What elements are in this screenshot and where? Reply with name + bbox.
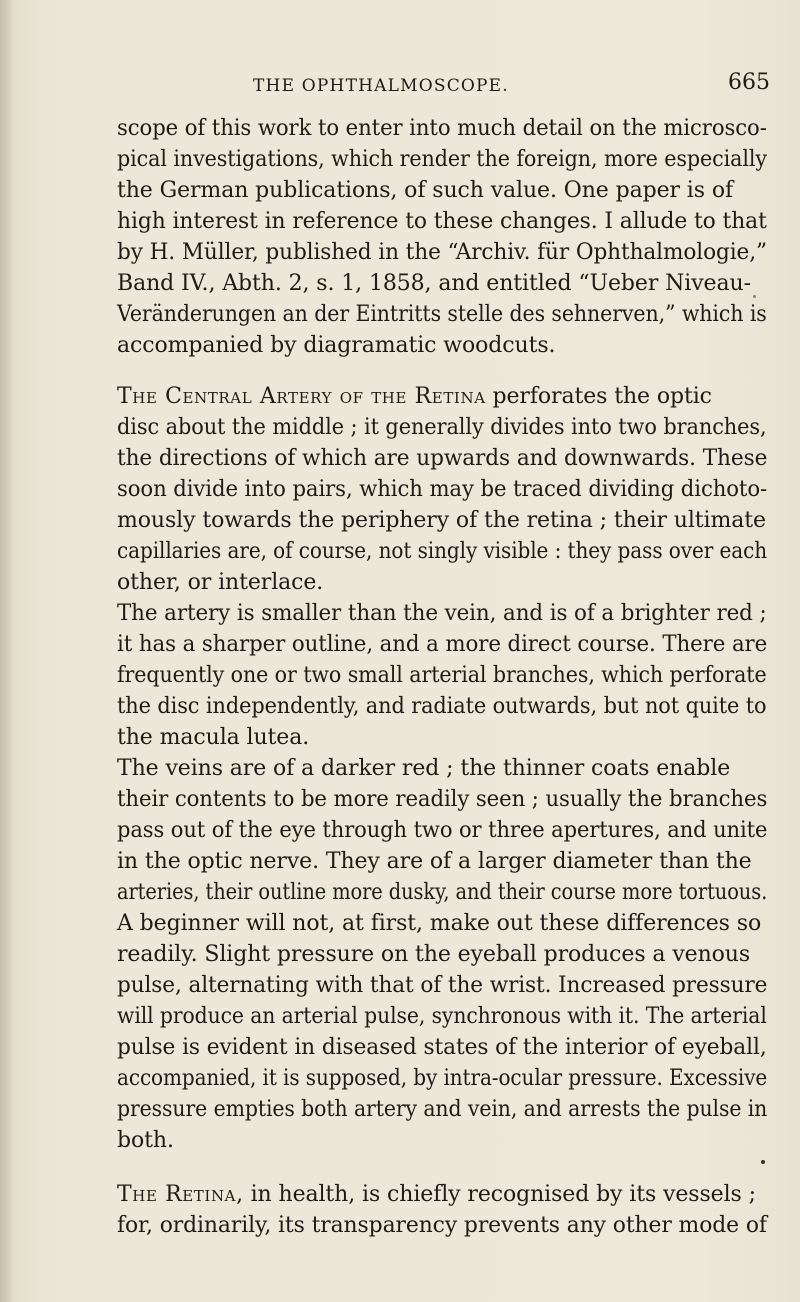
- text-line: disc about the middle ; it generally divides into two branches,: [117, 415, 767, 440]
- text-line: A beginner will not, at first, make out these differences so: [117, 911, 762, 936]
- text-line: readily. Slight pressure on the eyeball produces a venous: [117, 942, 751, 967]
- section-first-line: [117, 383, 712, 411]
- text-line: their contents to be more readily seen ; usually the branches: [117, 787, 768, 812]
- text-line: high interest in reference to these changes. I allude to that: [117, 209, 767, 234]
- text-line: accompanied by diagramatic woodcuts.: [117, 333, 556, 358]
- text-line: the macula lutea.: [117, 725, 310, 750]
- text-line: frequently one or two small arterial branches, which perforate: [117, 663, 767, 688]
- text-line: pulse, alternating with that of the wrist. Increased pressure: [117, 973, 768, 998]
- text-run: in health, is chiefly recognised by its vessels ;: [243, 1182, 756, 1207]
- text-line: other, or interlace.: [117, 570, 324, 595]
- text-line: soon divide into pairs, which may be traced dividing dichoto-: [117, 477, 768, 502]
- text-line: it has a sharper outline, and a more direct course. There are: [117, 632, 768, 657]
- text-line: scope of this work to enter into much detail on the microsco-: [117, 116, 767, 141]
- text-run: perforates the optic: [485, 384, 712, 409]
- text-line: the German publications, of such value. One paper is of: [117, 178, 734, 203]
- text-line: pical investigations, which render the foreign, more especially: [117, 147, 767, 172]
- text-line: Veränderungen an der Eintritts stelle des sehnerven,” which is: [117, 302, 767, 327]
- section-first-line: [117, 1181, 756, 1209]
- text-line: accompanied, it is supposed, by intra-ocular pressure. Excessive: [117, 1066, 768, 1091]
- text-line: the directions of which are upwards and downwards. These: [117, 446, 768, 471]
- text-line: for, ordinarily, its transparency prevents any other mode of: [117, 1213, 767, 1238]
- section-heading-retina: The Retina,: [117, 1182, 244, 1207]
- text-line: arteries, their outline more dusky, and their course more tortuous.: [117, 880, 768, 905]
- section-heading-central-artery: The Central Artery of the Retina: [117, 384, 486, 409]
- text-line: pressure empties both artery and vein, and arrests the pulse in: [117, 1097, 768, 1122]
- text-line: Band IV., Abth. 2, s. 1, 1858, and entitled “Ueber Niveau-: [117, 271, 751, 296]
- running-title: THE OPHTHALMOSCOPE.: [253, 76, 509, 96]
- page-number: 665: [728, 70, 770, 95]
- text-line: capillaries are, of course, not singly visible : they pass over each: [117, 539, 768, 564]
- text-line: will produce an arterial pulse, synchronous with it. The arterial: [117, 1004, 767, 1029]
- binding-shadow: [0, 0, 14, 1302]
- text-line: pass out of the eye through two or three apertures, and unite: [117, 818, 768, 843]
- text-line: the disc independently, and radiate outwards, but not quite to: [117, 694, 767, 719]
- text-line: pulse is evident in diseased states of the interior of eyeball,: [117, 1035, 767, 1060]
- print-speck: [753, 295, 756, 298]
- text-line: The veins are of a darker red ; the thinner coats enable: [117, 756, 731, 781]
- text-line: by H. Müller, published in the “Archiv. für Ophthalmologie,”: [117, 240, 767, 265]
- text-line: The artery is smaller than the vein, and is of a brighter red ;: [117, 601, 767, 626]
- text-line: mously towards the periphery of the retina ; their ultimate: [117, 508, 766, 533]
- print-speck: [761, 1160, 765, 1164]
- text-line: both.: [117, 1128, 174, 1153]
- text-line: in the optic nerve. They are of a larger diameter than the: [117, 849, 752, 874]
